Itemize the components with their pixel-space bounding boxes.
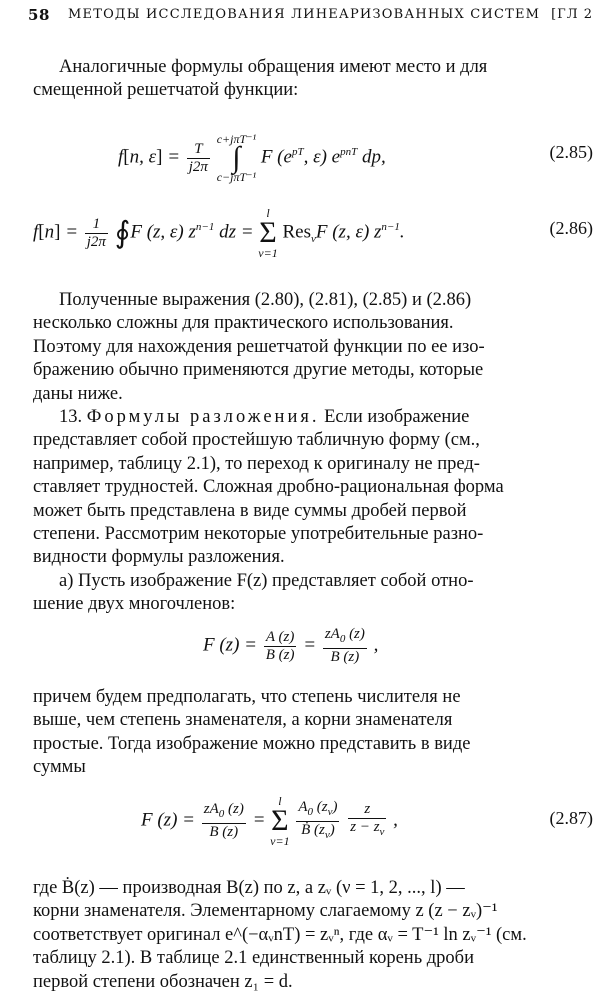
text-line	[33, 406, 593, 429]
text-line: причем будем предполагать, что степень числителя не	[33, 687, 461, 707]
text-line: Поэтому для нахождения решетчатой функции по ее изо-	[33, 336, 485, 357]
page-number: 58	[28, 6, 51, 24]
equation-2-87: F (z) = $\frac{zA_0 (z)}{B (z)}$ = l Σ ν=1 $\frac{A_0 (z_\nu)}{Ḃ (z_\nu)}$ $\frac{z}{z - z_\nu}$ , (2.87)	[141, 794, 593, 848]
equation-number: (2.85)	[549, 142, 593, 162]
text-line: бражению обычно применяются другие методы, которые	[33, 360, 484, 381]
text-line: может быть представлена в виде суммы дробей первой	[33, 500, 467, 521]
intro-paragraph	[33, 56, 593, 103]
section-title: Формулы разложения.	[86, 407, 320, 427]
text-line: выше, чем степень знаменателя, а корни знаменателя	[33, 710, 453, 731]
page-header	[28, 6, 593, 32]
text-line: Полученные выражения (2.80), (2.81), (2.85) и (2.86)	[59, 290, 472, 310]
text-line: простые. Тогда изображение можно представить в виде	[33, 733, 471, 754]
text-line: несколько сложны для практического использования.	[33, 313, 454, 334]
equation-ratio: F (z) = $\frac{A (z)}{B (z)}$ = $\frac{zA_0 (z)}{B (z)}$ ,	[203, 626, 379, 665]
running-title: МЕТОДЫ ИССЛЕДОВАНИЯ ЛИНЕАРИЗОВАННЫХ СИСТЕМ	[68, 7, 541, 22]
text-line: смещенной решетчатой функции:	[33, 80, 299, 101]
text-line: а) Пусть изображение F(z) представляет собой отно-	[59, 571, 474, 591]
text-line: представляет собой простейшую табличную форму (см.,	[33, 430, 480, 451]
text-line: суммы	[33, 757, 86, 778]
text-line: соответствует оригинал e^(−αᵥnT) = zᵥⁿ, где αᵥ = T⁻¹ ln zᵥ⁻¹ (см.	[33, 924, 527, 945]
equation-2-85: f[n, ε] = $\frac{T}{j2\pi}$ c+jπT⁻¹ ∫ c−jπT⁻¹ F ($e^{pT}$, ε) $e^{pnT}$ dp, (2.85)	[118, 132, 593, 184]
paragraph-1	[33, 289, 593, 406]
text-line: где Ḃ(z) — производная B(z) по z, а zᵥ (ν = 1, 2, ..., l) —	[33, 878, 465, 898]
paragraph-2	[33, 686, 593, 780]
text-line: ставляет трудностей. Сложная дробно-рациональная форма	[33, 477, 504, 498]
text-line: степени. Рассмотрим некоторые употребительные разно-	[33, 524, 484, 545]
chapter-label: [ГЛ 2	[551, 7, 593, 22]
text-line: даны ниже.	[33, 383, 123, 404]
text-line: Аналогичные формулы обращения имеют место и для	[59, 57, 488, 77]
equation-2-86: f[n] = $\frac{1}{j2\pi}$ ∮F (z, ε) $z^{n-1}$ dz = l Σ ν=1 Res$_\nu$F (z, ε) $z^{n-1}$. (2.86)	[33, 206, 593, 260]
equation-number: (2.87)	[549, 808, 593, 828]
equation-number: (2.86)	[549, 218, 593, 238]
section-number: 13.	[59, 407, 83, 427]
section-13	[33, 406, 593, 570]
text-line: шение двух многочленов:	[33, 594, 236, 615]
text-fragment: Если изображение	[324, 407, 470, 427]
text-line: видности формулы разложения.	[33, 547, 285, 568]
item-a	[33, 570, 593, 617]
text-line: например, таблицу 2.1), то переход к оригиналу не пред-	[33, 453, 480, 474]
paragraph-3	[33, 877, 593, 994]
text-line: первой степени обозначен z₁ = d.	[33, 971, 293, 992]
text-line: таблицу 2.1). В таблице 2.1 единственный корень дроби	[33, 948, 474, 969]
text-line: корни знаменателя. Элементарному слагаемому z (z − zᵥ)⁻¹	[33, 901, 498, 922]
